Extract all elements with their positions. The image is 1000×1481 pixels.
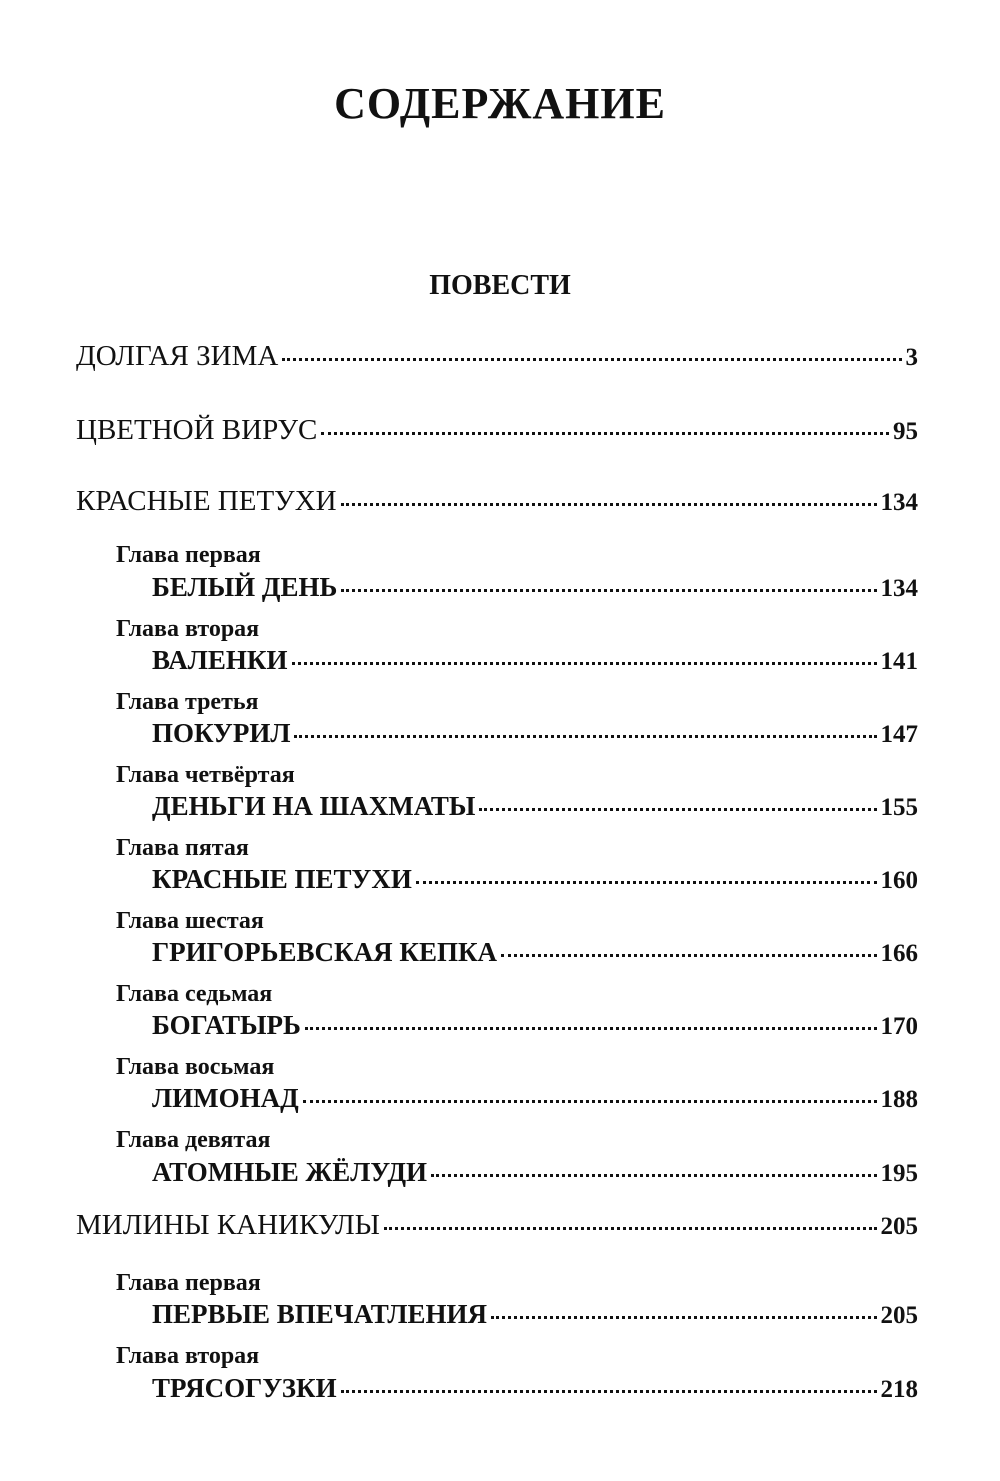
entry-title: БОГАТЫРЬ [152,1010,301,1040]
entry-title: ЛИМОНАД [152,1083,299,1113]
chapter-label: Глава вторая [116,616,260,642]
chapter-label: Глава седьмая [116,981,273,1007]
toc-entry[interactable] [0,414,1000,454]
entry-title: БЕЛЫЙ ДЕНЬ [152,572,338,602]
chapter-label: Глава пятая [116,835,249,861]
entry-title: ПОКУРИЛ [152,718,291,748]
dot-leader [292,662,877,665]
dot-leader [282,358,901,361]
toc-entry[interactable] [0,1373,1000,1413]
toc-entry[interactable] [0,572,1000,612]
dot-leader [294,735,876,738]
entry-page: 155 [880,794,918,821]
entry-title: ДЕНЬГИ НА ШАХМАТЫ [152,791,476,821]
entry-title: ДОЛГАЯ ЗИМА [76,340,279,372]
chapter-label: Глава девятая [116,1127,271,1153]
entry-page: 147 [880,721,918,748]
dot-leader [501,954,876,957]
page-title: СОДЕРЖАНИЕ [334,79,666,128]
entry-page: 95 [893,418,918,445]
entry-title: ЦВЕТНОЙ ВИРУС [76,414,318,446]
dot-leader [341,1390,877,1393]
section-heading: ПОВЕСТИ [429,270,571,301]
dot-leader [384,1227,877,1230]
entry-title: ПЕРВЫЕ ВПЕЧАТЛЕНИЯ [152,1299,488,1329]
entry-title: КРАСНЫЕ ПЕТУХИ [152,864,412,894]
toc-entry[interactable] [0,937,1000,977]
toc-entry[interactable] [0,1157,1000,1197]
entry-title: АТОМНЫЕ ЖЁЛУДИ [152,1157,428,1187]
chapter-label: Глава первая [116,1270,261,1296]
chapter-label: Глава первая [116,542,261,568]
entry-page: 160 [880,867,918,894]
chapter-label: Глава шестая [116,908,264,934]
entry-page: 134 [880,489,918,516]
entry-page: 188 [880,1086,918,1113]
toc-entry[interactable] [0,864,1000,904]
entry-page: 195 [880,1160,918,1187]
dot-leader [341,503,877,506]
dot-leader [416,881,877,884]
entry-page: 218 [880,1376,918,1403]
entry-page: 170 [880,1013,918,1040]
entry-title: ВАЛЕНКИ [152,645,288,675]
entry-title: МИЛИНЫ КАНИКУЛЫ [76,1209,380,1241]
chapter-label: Глава вторая [116,1343,260,1369]
entry-page: 134 [880,575,918,602]
toc-entry[interactable] [0,485,1000,525]
toc-entry[interactable] [0,791,1000,831]
entry-title: КРАСНЫЕ ПЕТУХИ [76,485,337,517]
dot-leader [341,589,876,592]
dot-leader [305,1027,877,1030]
dot-leader [321,432,889,435]
toc-entry[interactable] [0,718,1000,758]
entry-page: 166 [880,940,918,967]
dot-leader [431,1174,876,1177]
entry-title: ТРЯСОГУЗКИ [152,1373,337,1403]
chapter-label: Глава восьмая [116,1054,275,1080]
toc-entry[interactable] [0,645,1000,685]
chapter-label: Глава четвёртая [116,762,295,788]
entry-page: 141 [880,648,918,675]
dot-leader [479,808,876,811]
entry-page: 205 [880,1213,918,1240]
toc-entry[interactable] [0,1010,1000,1050]
entry-title: ГРИГОРЬЕВСКАЯ КЕПКА [152,937,498,967]
toc-entry[interactable] [0,1299,1000,1339]
dot-leader [303,1100,877,1103]
chapter-label: Глава третья [116,689,259,715]
toc-entry[interactable] [0,1083,1000,1123]
toc-entry[interactable] [0,340,1000,380]
entry-page: 3 [905,344,918,371]
entry-page: 205 [880,1302,918,1329]
dot-leader [491,1316,876,1319]
toc-entry[interactable] [0,1209,1000,1249]
